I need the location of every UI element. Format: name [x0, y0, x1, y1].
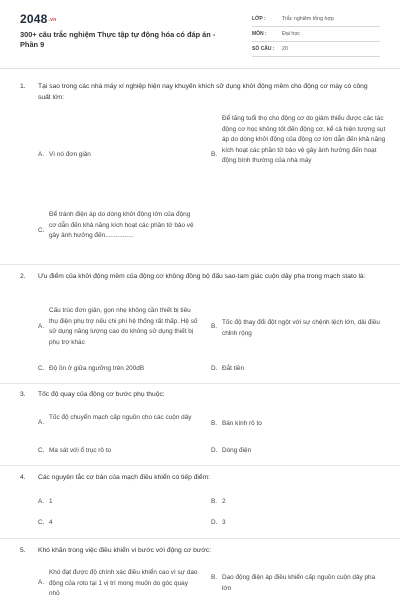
question-text	[20, 272, 380, 283]
option-d[interactable]	[211, 364, 386, 375]
quiz-meta	[252, 12, 380, 57]
option-text: Vì nó đơn giản	[49, 151, 91, 158]
question-5	[20, 546, 380, 557]
option-text: 2	[222, 498, 226, 505]
option-b[interactable]	[211, 318, 386, 339]
option-b[interactable]	[211, 573, 386, 594]
option-text: Cấu trúc đơn giản, gọn nhẹ không cần thiết bị tiêu thụ điện phụ trợ nếu chi phí hệ thống rất thấp. Hệ số sử dụng năng lượng cao do không sử dụng thiết bị phụ trợ khác	[49, 307, 198, 346]
question-body: Ưu điểm của khởi động mềm của động cơ không đồng bộ đấu sao-tam giác cuộn dây pha trong mạch stato là:	[38, 273, 366, 280]
option-text: Bán kính rô to	[222, 420, 262, 427]
question-divider	[0, 465, 400, 466]
question-number: 2.	[20, 273, 26, 280]
option-d[interactable]	[211, 518, 386, 529]
option-text: Để tăng tuổi thọ cho động cơ do giảm thiểu được các tác động cơ học không tốt đến động cơ, kể cả hiện tượng sụt áp do dòng khởi động của động cơ lớn dẫn đến khả năng kích hoạt các phần tử bảo vệ gây ảnh hưởng đến hoạt động bình thường của nhà máy	[222, 115, 386, 164]
option-c[interactable]	[38, 446, 198, 457]
option-a[interactable]	[38, 150, 198, 161]
option-text: Để tránh điện áp do dòng khởi động lớn của động cơ dẫn đến khả năng kích hoạt các phần tử bảo vệ gây ảnh hưởng đến................	[49, 211, 194, 239]
option-b[interactable]	[211, 419, 386, 430]
question-body: Tại sao trong các nhà máy xí nghiệp hiện nay khuyến khích sử dụng khởi động mềm cho động cơ máy có công suất lớn:	[38, 83, 368, 101]
logo-tld: .vn	[48, 17, 57, 23]
option-c[interactable]	[38, 518, 198, 529]
option-text: 4	[49, 519, 53, 526]
option-text: Tốc độ chuyển mạch cấp nguồn cho các cuộn dây	[49, 414, 192, 421]
option-text: Ma sát với ổ trục rô to	[49, 447, 112, 454]
option-text: Khó đạt được độ chính xác điều khiển cao vì sự dao động của roto tại 1 vị trí mong muốn do góc quay nhỏ	[49, 569, 198, 597]
option-letter: B.	[211, 498, 218, 505]
option-letter: A.	[38, 579, 45, 586]
site-logo[interactable]	[20, 12, 56, 26]
option-letter: A.	[38, 151, 45, 158]
question-1	[20, 82, 380, 103]
question-number: 3.	[20, 391, 26, 398]
logo-text: 2048	[20, 12, 48, 26]
option-b[interactable]	[211, 497, 386, 508]
option-letter: D.	[211, 365, 218, 372]
option-text: Đắt tiền	[222, 365, 245, 372]
option-letter: C.	[38, 365, 45, 372]
question-number: 5.	[20, 547, 26, 554]
option-letter: B.	[211, 574, 218, 581]
question-text	[20, 82, 380, 103]
option-letter: A.	[38, 323, 45, 330]
question-3	[20, 390, 380, 401]
option-letter: B.	[211, 323, 218, 330]
option-text: 3	[222, 519, 226, 526]
option-letter: C.	[38, 447, 45, 454]
question-4	[20, 473, 380, 484]
question-divider	[0, 383, 400, 384]
question-2	[20, 272, 380, 283]
meta-value: Trắc nghiệm tổng hợp	[282, 16, 334, 22]
option-a[interactable]	[38, 413, 198, 429]
option-letter: D.	[211, 519, 218, 526]
meta-row-class	[252, 12, 380, 27]
option-letter: D.	[211, 447, 218, 454]
option-b[interactable]	[211, 114, 386, 167]
option-c[interactable]	[38, 364, 198, 375]
meta-key: LỚP :	[252, 16, 266, 22]
question-text	[20, 546, 380, 557]
question-text	[20, 390, 380, 401]
option-letter: B.	[211, 420, 218, 427]
option-letter: C.	[38, 227, 45, 234]
question-body: Khó khăn trong việc điều khiển vi bước với động cơ bước:	[38, 547, 211, 554]
header-divider	[0, 68, 400, 69]
option-text: Độ ồn ở giữa ngưỡng trên 200dB	[49, 365, 145, 372]
option-c[interactable]	[38, 210, 198, 242]
question-text	[20, 473, 380, 484]
question-divider	[0, 264, 400, 265]
option-text: 1	[49, 498, 53, 505]
meta-row-count	[252, 42, 380, 57]
meta-key: SỐ CÂU :	[252, 46, 275, 52]
option-a[interactable]	[38, 568, 198, 600]
page-header	[0, 0, 400, 66]
option-letter: A.	[38, 498, 45, 505]
option-letter: A.	[38, 419, 45, 426]
question-body: Các nguyên tắc cơ bản của mạch điều khiển có tiếp điểm:	[38, 474, 211, 481]
option-d[interactable]	[211, 446, 386, 457]
question-divider	[0, 538, 400, 539]
option-letter: B.	[211, 151, 218, 158]
meta-key: MÔN :	[252, 31, 267, 37]
option-text: Dòng điện	[222, 447, 252, 454]
option-a[interactable]	[38, 497, 198, 508]
question-body: Tốc độ quay của động cơ bước phụ thuộc:	[38, 391, 165, 398]
page-title: 300+ câu trắc nghiệm Thực tập tự động hóa có đáp án - Phần 9	[20, 30, 216, 49]
meta-value: Đại học	[282, 31, 300, 37]
meta-value: 20	[282, 46, 288, 52]
option-a[interactable]	[38, 306, 198, 348]
meta-row-subject	[252, 27, 380, 42]
option-text: Dao động điện áp điều khiển cấp nguồn cuộn dây pha lớn	[222, 574, 376, 592]
option-text: Tốc độ thay đổi đột ngột với sự chệnh lệch lớn, dải điều chỉnh rộng	[222, 319, 380, 337]
question-number: 1.	[20, 83, 26, 90]
question-number: 4.	[20, 474, 26, 481]
option-letter: C.	[38, 519, 45, 526]
